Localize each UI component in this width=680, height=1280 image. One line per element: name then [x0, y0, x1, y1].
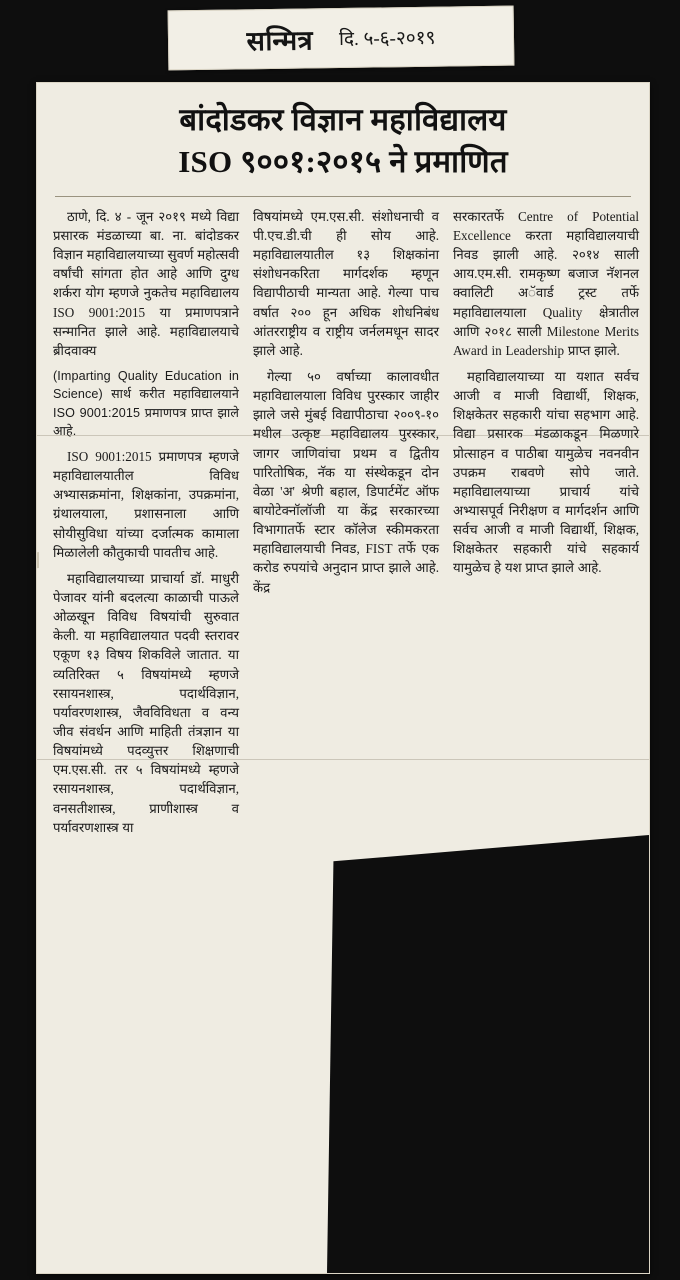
headline-line-2: ISO ९००१:२०१५ ने प्रमाणित — [178, 144, 508, 180]
paragraph: गेल्या ५० वर्षाच्या कालावधीत महाविद्यालयाला विविध पुरस्कार जाहीर झाले जसे मुंबई विद्यापीठाचा २००९-१० मधील उत्कृष्ट महाविद्यालय पुरस्कार, जागर जाणिवांचा प्रथम व द्वितीय पारितोषिक, नॅक या संस्थेकडून दोन वेळा 'अ' श्रेणी बहाल, डिपार्टमेंट ऑफ बायोटेक्नॉलॉजी या केंद्र सरकारच्या विभागातर्फे स्टार कॉलेज स्कीमकरता महाविद्यालयाची निवड, FIST तर्फे एक करोड रुपयांचे अनुदान प्राप्त झाले आहे. केंद्र — [253, 369, 439, 595]
article-columns — [53, 207, 639, 844]
paragraph: सरकारतर्फे Centre of Potential Excellence करता महाविद्यालयाची निवड झाली आहे. २०१४ साली आय.एम.सी. रामकृष्ण बजाज नॅशनल क्वालिटी अॅवार्ड ट्रस्ट तर्फे महाविद्यालयाला Quality क्षेत्रातील आणि २०१८ साली Milestone Merits Award in Leadership प्राप्त झाले. — [453, 208, 639, 358]
headline-divider — [55, 196, 631, 197]
newspaper-date: दि. ५-६-२०१९ — [338, 27, 436, 51]
newspaper-masthead-clipping — [168, 6, 515, 71]
article-headline — [53, 97, 633, 184]
headline-line-1: बांदोडकर विज्ञान महाविद्यालय — [179, 102, 507, 137]
paragraph: (Imparting Quality Education in Science) सार्थ करीत महाविद्यालयाने ISO 9001:2015 प्रमाणपत्र प्राप्त झाले आहे. — [53, 369, 239, 438]
news-article-clipping — [36, 82, 650, 1274]
paragraph: विषयांमध्ये एम.एस.सी. संशोधनाची व पी.एच.डी.ची ही सोय आहे. महाविद्यालयातील १३ शिक्षकांना संशोधनकरिता मार्गदर्शक म्हणून विद्यापीठाची मान्यता आहे. गेल्या पाच वर्षात २०० हून अधिक शोधनिबंध आंतरराष्ट्रीय व राष्ट्रीय जर्नलमधून सादर झाले आहे. — [253, 208, 439, 358]
newspaper-title: सन्मित्र — [246, 24, 314, 56]
paragraph: महाविद्यालयाच्या या यशात सर्वच आजी व माजी विद्यार्थी, शिक्षक, शिक्षकेतर सहकारी यांचा सहभाग आहे. विद्या प्रसारक मंडळाकडून मिळणारे प्रोत्साहन व पाठीबा यामुळेच नवनवीन उपक्रम राबवणे सोपे जाते. महाविद्यालयाच्या प्राचार्य यांचे अभ्यासपूर्व निरीक्षण व मार्गदर्शन आणि सर्वच आजी व माजी विद्यार्थी, शिक्षक, शिक्षकेतर सहकारी यांचे सहकार्य यामुळेच हे यश प्राप्त झाले आहे. — [453, 369, 639, 576]
article-column-1 — [53, 207, 239, 844]
article-column-3 — [453, 207, 639, 585]
torn-paper-edge — [327, 835, 649, 1273]
paragraph: ठाणे, दि. ४ - जून २०१९ मध्ये विद्या प्रसारक मंडळाच्या बा. ना. बांदोडकर विज्ञान महाविद्यालयाच्या सुवर्ण महोत्सवी वर्षांची सांगता होत आहे आणि दुग्ध शर्करा योग म्हणजे नुकतेच महाविद्यालय ISO 9001:2015 या प्रमाणपत्राने सन्मानित झाले आहे. महाविद्यालयाचे ब्रीदवाक्य — [53, 208, 239, 358]
paragraph: ISO 9001:2015 प्रमाणपत्र म्हणजे महाविद्यालयातील विविध अभ्यासक्रमांना, शिक्षकांना, उपक्रमांना, ग्रंथालयाला, प्रशासनाला आणि सोयीसुविधा यांच्या दर्जात्मक कामाला मिळालेली कौतुकाची पावतीच आहे. — [53, 449, 239, 560]
article-column-2 — [253, 207, 439, 604]
paper-edge-notch — [36, 552, 39, 570]
paragraph: महाविद्यालयाच्या प्राचार्या डॉ. माधुरी पेजावर यांनी बदलत्या काळाची पाऊले ओळखून विविध विषयांची सुरुवात केली. या महाविद्यालयात पदवी स्तरावर एकूण १३ विषय शिकविले जातात. या व्यतिरिक्त ५ विषयांमध्ये म्हणजे रसायनशास्त्र, पदार्थविज्ञान, पर्यावरणशास्त्र, जैवविविधता व वन्य जीव संवर्धन आणि माहिती तंत्रज्ञान या विषयांमध्ये पदव्युत्तर शिक्षणाची एम.एस.सी. तर ५ विषयांमध्ये म्हणजे रसायनशास्त्र, पदार्थविज्ञान, वनसतीशास्त्र, प्राणीशास्त्र व पर्यावरणशास्त्र या — [53, 570, 239, 835]
